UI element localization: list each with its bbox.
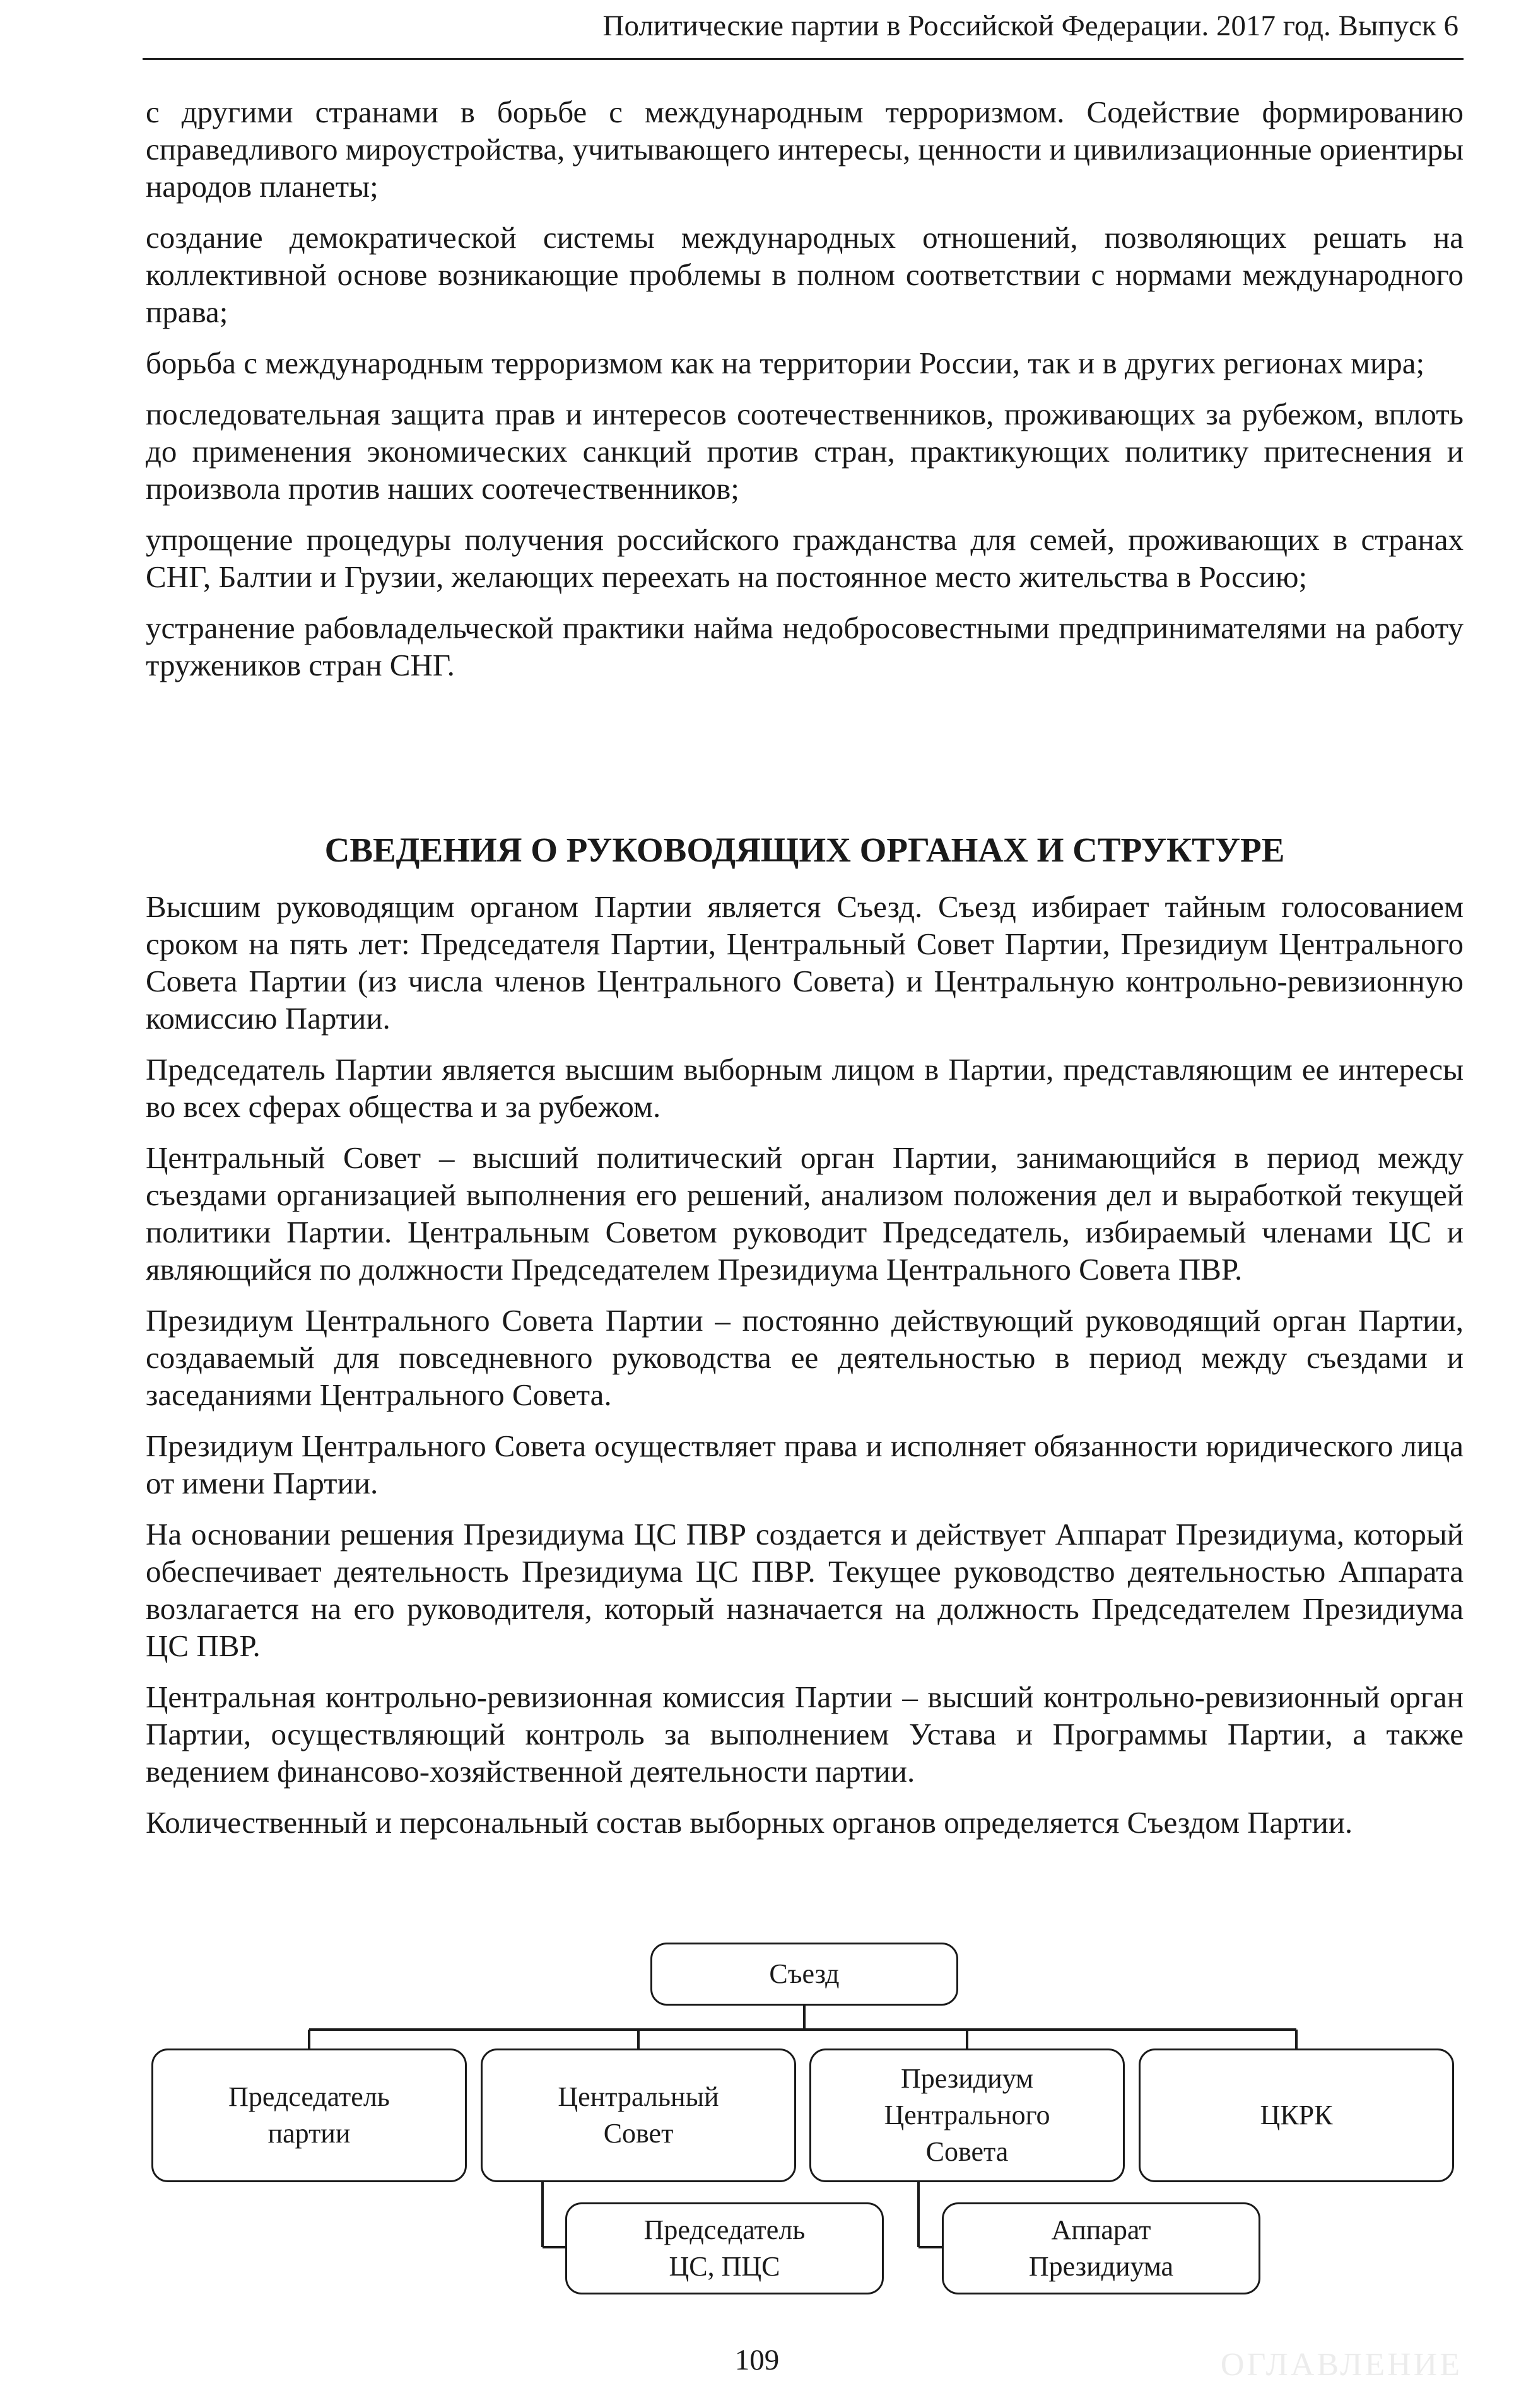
- org-chart: [146, 1943, 1464, 2296]
- council-chairman-box: Председатель ЦС, ПЦС: [565, 2202, 884, 2294]
- header-rule: [143, 58, 1464, 60]
- presidium-staff-box: Аппарат Президиума: [942, 2202, 1260, 2294]
- paragraph: Высшим руководящим органом Партии является Съезд. Съезд избирает тайным голосованием сроком на пять лет: Председателя Партии, Центральный Совет Партии, Президиум Центрального Совета Партии (из числа членов Центрального Совета) и Центральную контрольно-ревизионную комиссию Партии.: [146, 889, 1464, 1036]
- paragraph: борьба с международным терроризмом как на территории России, так и в других регионах мира;: [146, 346, 1425, 380]
- paragraph: Председатель Партии является высшим выборным лицом в Партии, представляющим ее интересы во всех сферах общества и за рубежом.: [146, 1052, 1464, 1124]
- paragraph: Центральная контрольно-ревизионная комиссия Партии – высший контрольно-ревизионный орган Партии, осуществляющий контроль за выполнением Устава и Программы Партии, а также ведением финансово-хозяйственной деятельности партии.: [146, 1680, 1464, 1789]
- audit-commission-box: ЦКРК: [1139, 2049, 1454, 2182]
- paragraph: с другими странами в борьбе с международным терроризмом. Содействие формированию справедливого мироустройства, учитывающего интересы, ценности и цивилизационные ориентиры народов планеты;: [146, 95, 1464, 204]
- presidium-box: Президиум Центрального Совета: [809, 2049, 1125, 2182]
- paragraph: Президиум Центрального Совета осуществляет права и исполняет обязанности юридического лица от имени Партии.: [146, 1429, 1464, 1500]
- paragraph: упрощение процедуры получения российского гражданства для семей, проживающих в странах СНГ, Балтии и Грузии, желающих переехать на постоянное место жительства в Россию;: [146, 522, 1464, 594]
- contents-watermark[interactable]: ОГЛАВЛЕНИЕ: [1220, 2347, 1462, 2383]
- central-council-box: Центральный Совет: [481, 2049, 796, 2182]
- section-text: [146, 888, 1464, 1855]
- paragraph: создание демократической системы международных отношений, позволяющих решать на коллективной основе возникающие проблемы в полном соответствии с нормами международного права;: [146, 220, 1464, 329]
- paragraph: Количественный и персональный состав выборных органов определяется Съездом Партии.: [146, 1805, 1353, 1840]
- running-header: Политические партии в Российской Федерации. 2017 год. Выпуск 6: [602, 9, 1458, 42]
- page-number: 109: [734, 2344, 780, 2376]
- paragraph: Президиум Центрального Совета Партии – постоянно действующий руководящий орган Партии, создаваемый для повседневного руководства ее деятельностью в период между съездами и заседаниями Центрального Совета.: [146, 1303, 1464, 1412]
- section-title: СВЕДЕНИЯ О РУКОВОДЯЩИХ ОРГАНАХ И СТРУКТУРЕ: [324, 831, 1285, 869]
- paragraph: последовательная защита прав и интересов соотечественников, проживающих за рубежом, вплоть до применения экономических санкций против стран, практикующих политику притеснения и произвола против наших соотечественников;: [146, 397, 1464, 506]
- congress-box: Съезд: [650, 1943, 958, 2006]
- intro-text: [146, 93, 1464, 698]
- paragraph: Центральный Совет – высший политический орган Партии, занимающийся в период между съездами организацией выполнения его решений, анализом положения дел и выработкой текущей политики Партии. Центральным Советом руководит Председатель, избираемый членами ЦС и являющийся по должности Председателем Президиума Центрального Совета ПВР.: [146, 1140, 1464, 1287]
- party-chairman-box: Председатель партии: [151, 2049, 467, 2182]
- paragraph: На основании решения Президиума ЦС ПВР создается и действует Аппарат Президиума, который обеспечивает деятельность Президиума ЦС ПВР. Текущее руководство деятельностью Аппарата возлагается на его руководителя, который назначается на должность Председателем Президиума ЦС ПВР.: [146, 1517, 1464, 1663]
- paragraph: устранение рабовладельческой практики найма недобросовестными предпринимателями на работу тружеников стран СНГ.: [146, 611, 1464, 682]
